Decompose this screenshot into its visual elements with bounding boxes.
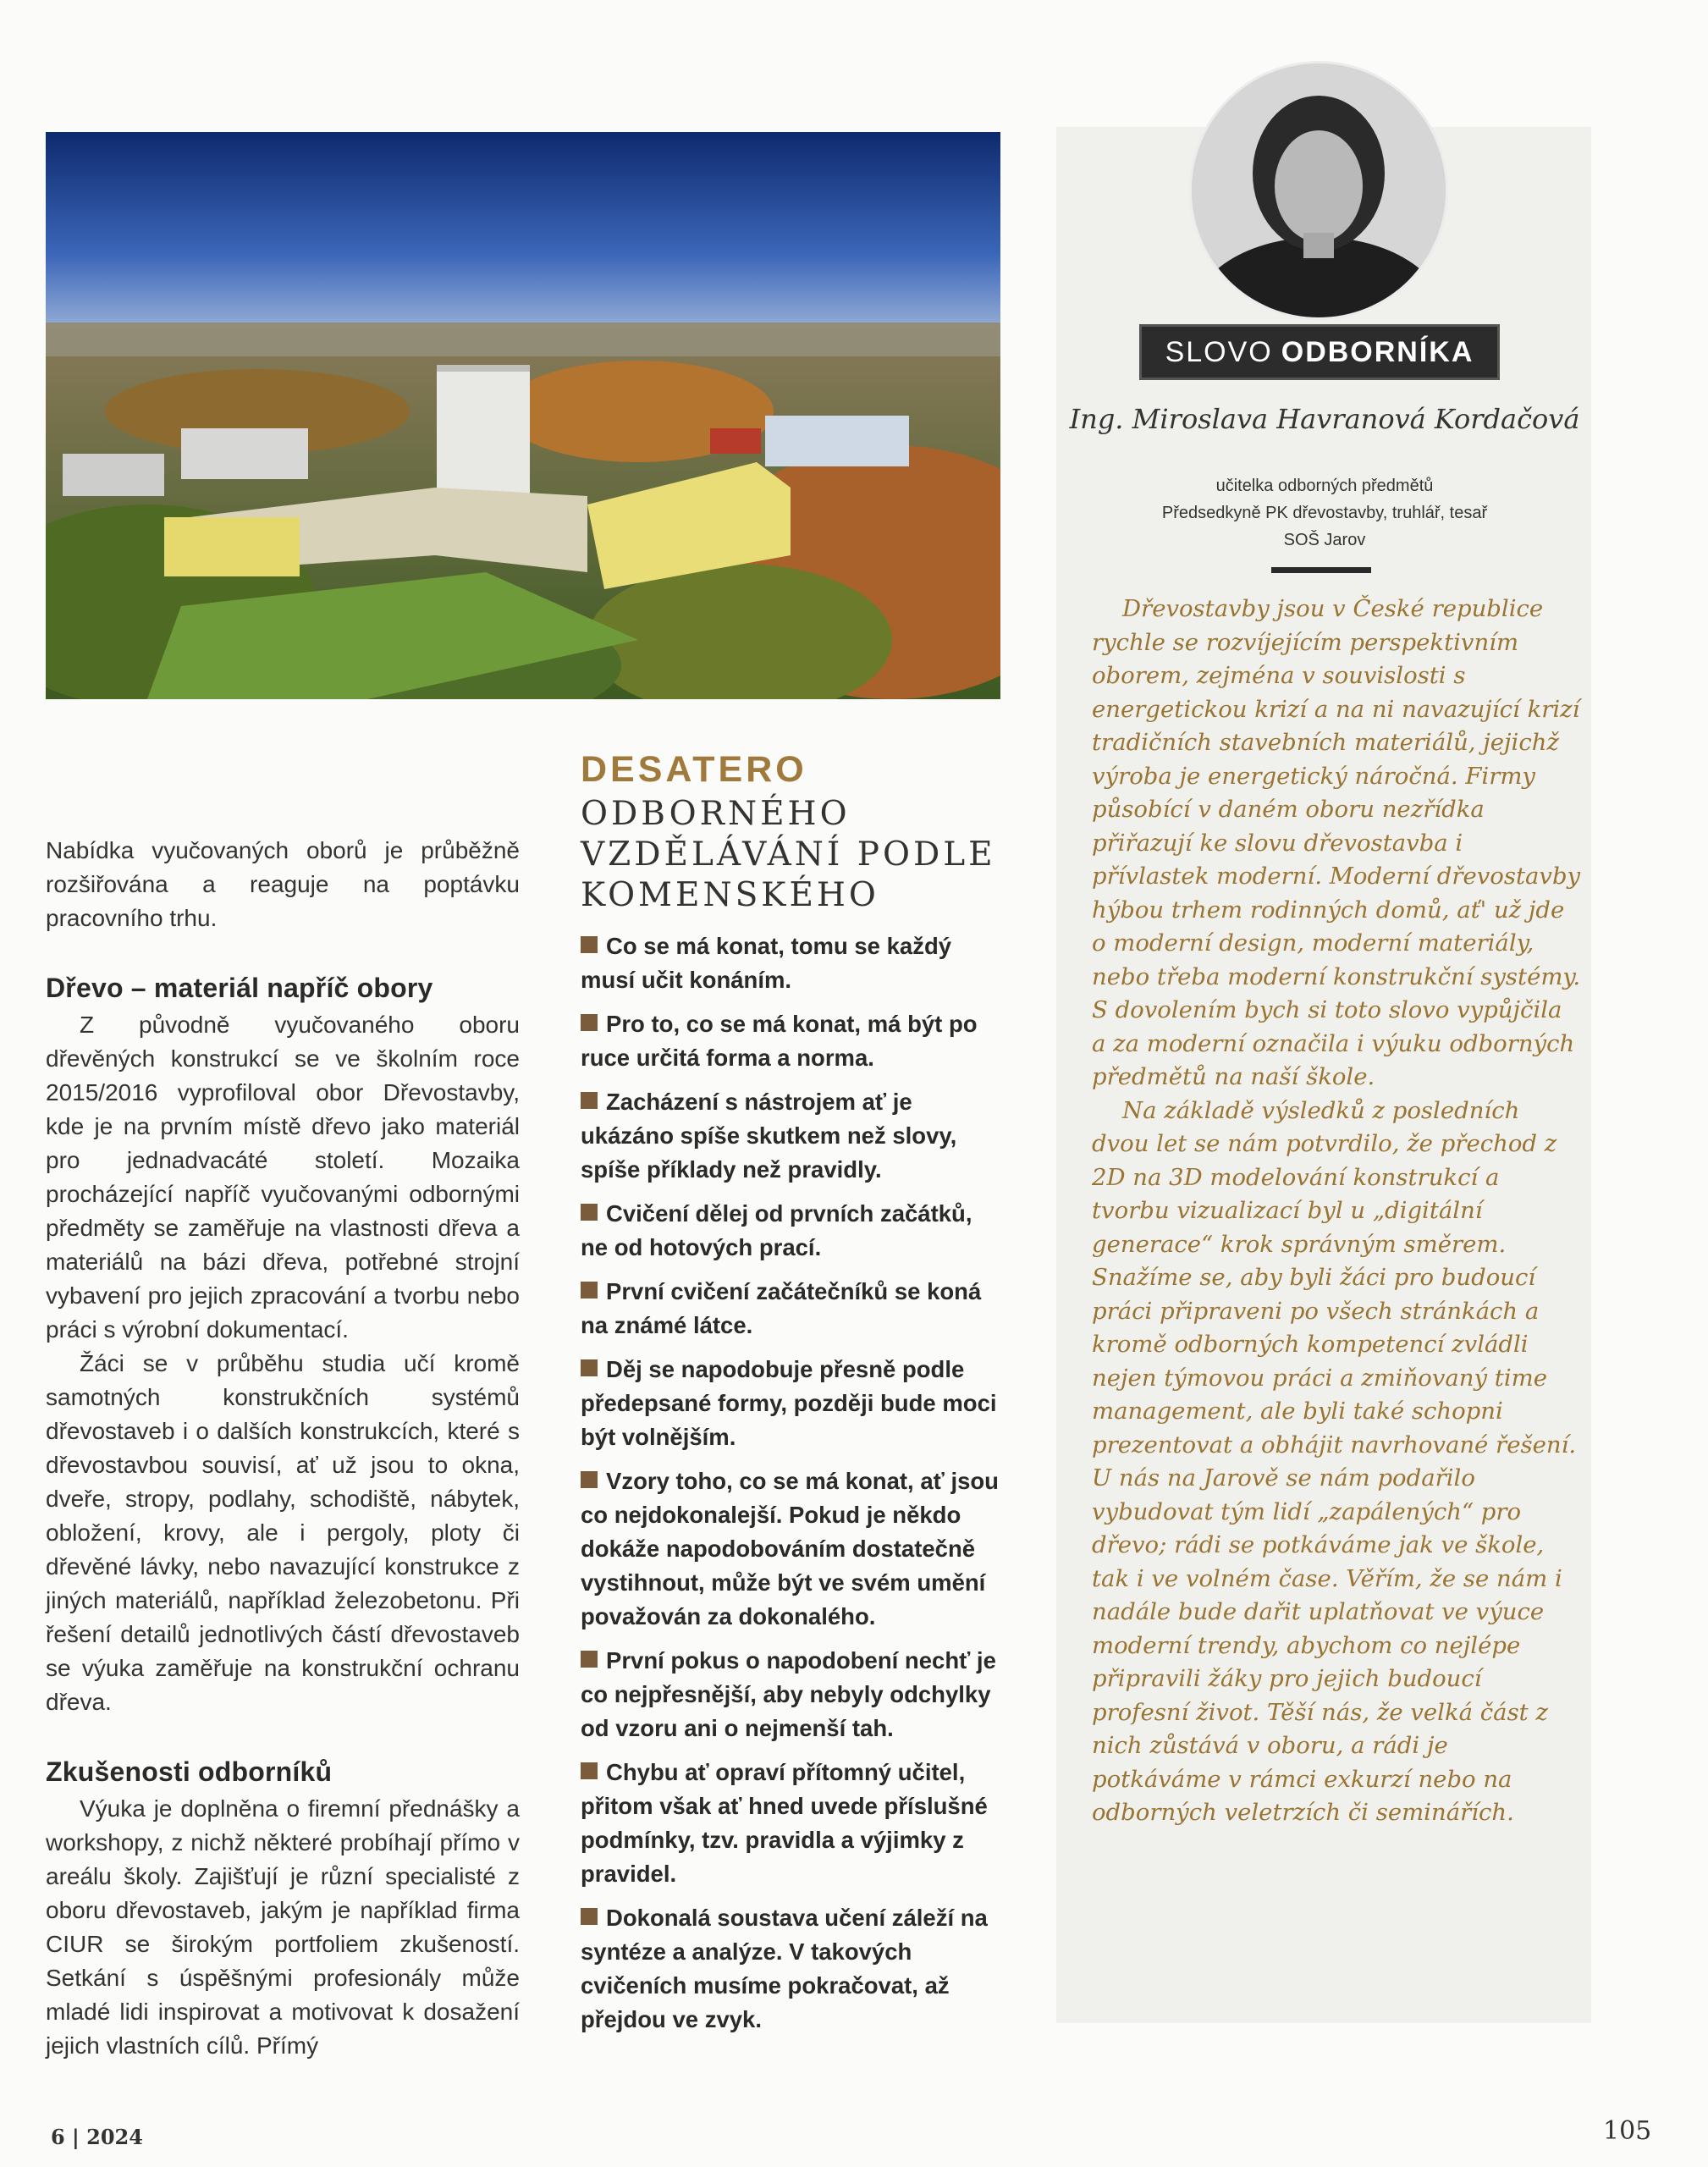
experts-paragraph: Výuka je doplněna o firemní přednášky a workshopy, z nichž některé probíhají přímo v areálu školy. Zajišťují je různí specialisté z oboru dřevostaveb, jakým je například firma CIUR se širokým portfoliem zkušeností. Setkání s úspěšnými profesionály může mladé lidi inspirovat a motivovat k dosažení jejich vlastních cílů. Přímý [46, 1795, 520, 2059]
hero-photo [46, 132, 1000, 699]
role-line-1: učitelka odborných předmětů [1215, 477, 1434, 495]
square-bullet-icon [581, 1014, 598, 1031]
list-item: Cvičení dělej od prvních začátků, ne od hotových prací. [581, 1200, 972, 1260]
list-item: Vzory toho, co se má konat, ať jsou co nejdokonalejší. Pokud je někdo dokáže napodobováním dostatečně vystihnout, může být ve svém umění považován za dokonalého. [581, 1468, 999, 1629]
desatero-box [581, 748, 1004, 2047]
slovo-odbornika-label [1139, 324, 1500, 380]
quote-paragraph-2: Na základě výsledků z posledních dvou let se nám potvrdilo, že přechod z 2D na 3D modelování konstrukcí a tvorbu vizualizací byl u „digitální generace“ krok správným směrem. Snažíme se, aby byli žáci pro budoucí práci připraveni po všech stránkách a kromě odborných kompetencí zvládli nejen týmovou práci a zmiňovaný time management, ale byli také schopni prezentovat a obhájit navrhované řešení. U nás na Jarově se nám podařilo vybudovat tým lidí „zapálených“ pro dřevo; rádi se potkáváme jak ve škole, tak i ve volném čase. Věřím, že se nám i nadále bude dařit uplatňovat ve výuce moderní trendy, abychom co nejlépe připravili žáky pro jejich budoucí profesní život. Těší nás, že velká část z nich zůstává v oboru, a rádi je potkáváme v rámci exkurzí nebo na odborných veletrzích či seminářích. [1092, 1096, 1577, 1826]
divider [1271, 567, 1371, 573]
label-light: SLOVO [1165, 335, 1273, 368]
issue-number: 6 | 2024 [51, 2125, 143, 2149]
square-bullet-icon [581, 1651, 598, 1668]
square-bullet-icon [581, 1359, 598, 1376]
square-bullet-icon [581, 1762, 598, 1779]
quote-paragraph-1: Dřevostavby jsou v České republice rychle se rozvíjejícím perspektivním oborem, zejména v souvislosti s energetickou krizí a na ni navazující krizí tradičních stavebních materiálů, jejichž výroba je energetický náročná. Firmy působící v daném oboru nezřídka přiřazují ke slovu dřevostavba i přívlastek moderní. Moderní dřevostavby hýbou trhem rodinných domů, ať' už jde o moderní design, moderní materiály, nebo třeba moderní konstrukční systémy. S dovolením bych si toto slovo vypůjčila a za moderní označila i výuku odborných předmětů na naší škole. [1092, 595, 1581, 1090]
list-item: Chybu ať opraví přítomný učitel, přitom však ať hned uvede příslušné podmínky, tzv. pravidla a výjimky z pravidel. [581, 1759, 988, 1887]
expert-name: Ing. Miroslava Havranová Kordačová [1069, 403, 1580, 435]
square-bullet-icon [581, 936, 598, 953]
square-bullet-icon [581, 1471, 598, 1488]
list-item: Co se má konat, tomu se každý musí učit konáním. [581, 933, 952, 993]
list-item: První pokus o napodobení nechť je co nejpřesnější, aby nebyly odchylky od vzoru ani o nejmenší tah. [581, 1647, 996, 1741]
list-item: První cvičení začátečníků se koná na známé látce. [581, 1278, 982, 1338]
intro-paragraph: Nabídka vyučovaných oborů je průběžně rozšiřována a reaguje na poptávku pracovního trhu. [46, 837, 520, 931]
list-item: Zacházení s nástrojem ať je ukázáno spíše skutkem než slovy, spíše příklady než pravidly. [581, 1089, 957, 1183]
wood-paragraph-1: Z původně vyučovaného oboru dřevěných konstrukcí se ve školním roce 2015/2016 vyprofiloval obor Dřevostavby, kde je na prvním místě dřevo jako materiál pro jednadvacáté století. Mozaika procházející napříč vyučovanými odbornými předměty se zaměřuje na vlastnosti dřeva a materiálů na bázi dřeva, potřebné strojní vybavení pro jejich zpracování a tvorbu nebo práci s výrobní dokumentací. [46, 1012, 520, 1343]
list-item: Pro to, co se má konat, má být po ruce určitá forma a norma. [581, 1011, 978, 1071]
square-bullet-icon [581, 1204, 598, 1221]
wood-paragraph-2: Žáci se v průběhu studia učí kromě samotných konstrukčních systémů dřevostaveb i o dalších konstrukcích, které s dřevostavbou souvisí, ať už jsou to okna, dveře, stropy, podlahy, schodiště, nábytek, obložení, krovy, ale i pergoly, ploty či dřevěné lávky, nebo navazující konstrukce z jiných materiálů, například železobetonu. Při řešení detailů jednotlivých částí dřevostaveb se výuka zaměřuje na konstrukční ochranu dřeva. [46, 1350, 520, 1715]
desatero-list [581, 929, 1004, 2037]
square-bullet-icon [581, 1282, 598, 1299]
label-bold: ODBORNÍKA [1281, 335, 1474, 368]
square-bullet-icon [581, 1092, 598, 1109]
campus-aerial-image [46, 132, 1000, 699]
square-bullet-icon [581, 1908, 598, 1925]
role-line-3: SOŠ Jarov [1283, 531, 1366, 549]
page-number: 105 [1603, 2116, 1652, 2146]
role-line-2: Předsedkyně PK dřevostavby, truhlář, tesař [1161, 504, 1488, 522]
expert-portrait [1189, 61, 1448, 320]
left-column [46, 834, 520, 2063]
section-heading-experts: Zkušenosti odborníků [46, 1756, 333, 1787]
expert-quote [1092, 593, 1583, 1830]
section-heading-wood: Dřevo – materiál napříč obory [46, 973, 433, 1003]
desatero-subtitle: ODBORNÉHO VZDĚLÁVÁNÍ PODLE KOMENSKÉHO [581, 795, 996, 914]
expert-role [1066, 472, 1583, 554]
portrait-photo [1192, 63, 1446, 317]
desatero-title: DESATERO [581, 749, 807, 790]
list-item: Děj se napodobuje přesně podle předepsané formy, později bude moci být volnějším. [581, 1356, 997, 1450]
list-item: Dokonalá soustava učení záleží na syntéze a analýze. V takových cvičeních musíme pokračovat, až přejdou ve zvyk. [581, 1905, 988, 2032]
